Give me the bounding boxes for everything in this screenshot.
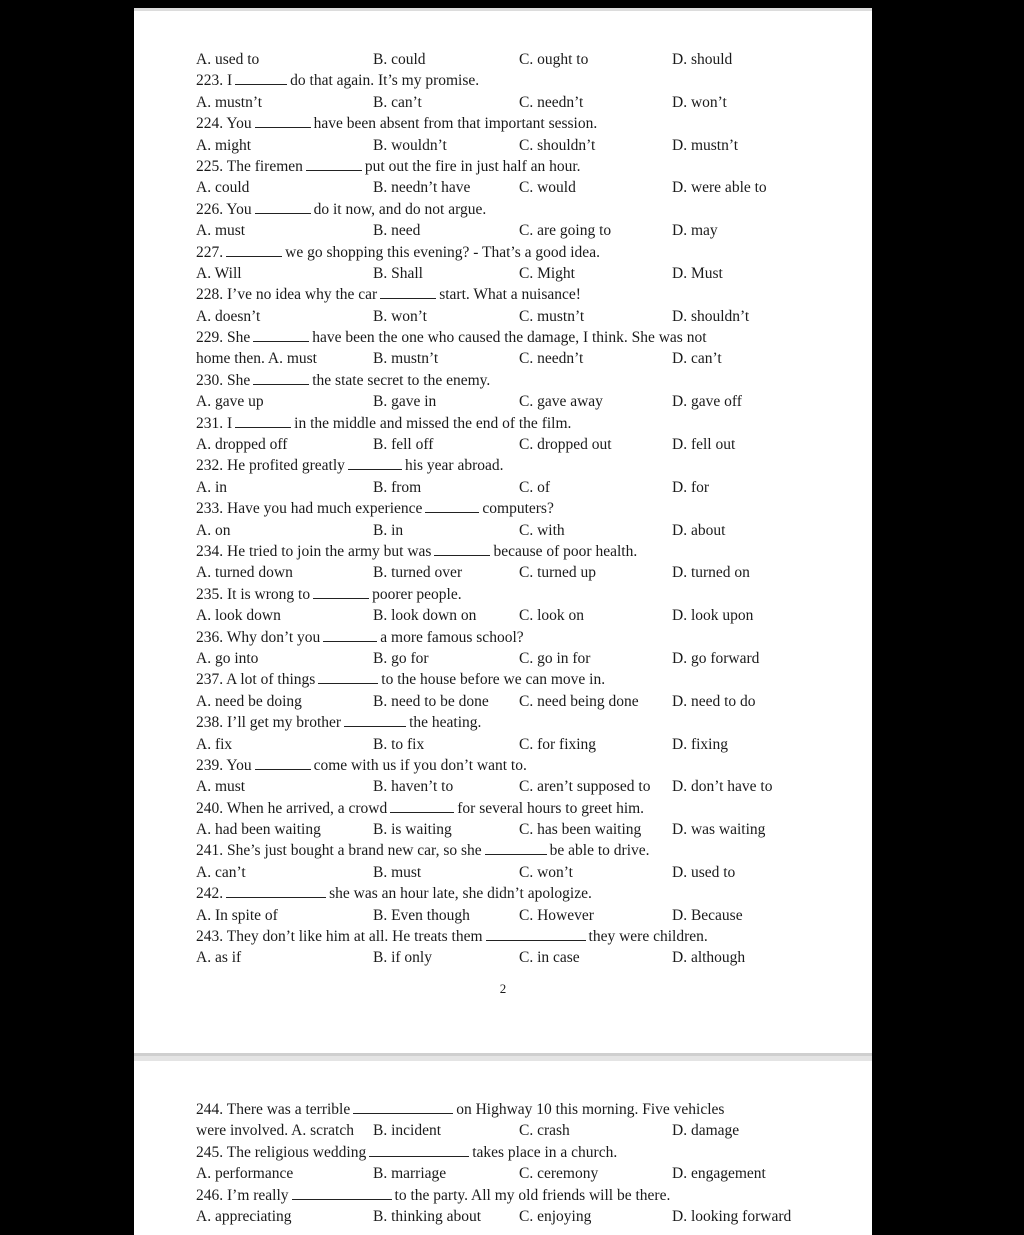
question-text-end: do that again. It’s my promise. xyxy=(290,72,480,90)
question-text-start: 235. It is wrong to xyxy=(196,585,311,603)
option-c: C. are going to xyxy=(519,222,612,240)
question-text-end: have been the one who caused the damage, I think. She was not xyxy=(312,329,707,347)
option-a: A. In spite of xyxy=(196,906,278,924)
answer-blank xyxy=(369,1142,469,1157)
option-d: D. looking forward xyxy=(672,1207,792,1225)
option-d: D. were able to xyxy=(672,179,767,197)
option-a: were involved. A. scratch xyxy=(196,1122,354,1140)
option-a: A. as if xyxy=(196,949,242,967)
answer-blank xyxy=(226,883,326,898)
question-stem xyxy=(196,455,856,476)
question-text-end: in the middle and missed the end of the film. xyxy=(294,414,572,432)
option-a: A. appreciating xyxy=(196,1207,292,1225)
question-text-end: the heating. xyxy=(409,714,482,732)
option-b: B. marriage xyxy=(373,1165,447,1183)
answer-blank xyxy=(255,755,311,770)
worksheet-page-1 xyxy=(134,8,872,1056)
options-line xyxy=(196,776,856,797)
question-stem xyxy=(196,156,856,177)
option-a: A. Will xyxy=(196,264,242,282)
question-text-start: 243. They don’t like him at all. He treats them xyxy=(196,928,483,946)
option-c: C. mustn’t xyxy=(519,307,585,325)
option-d: D. damage xyxy=(672,1122,740,1140)
answer-blank xyxy=(235,70,287,85)
option-d: D. was waiting xyxy=(672,821,766,839)
question-stem xyxy=(196,712,856,733)
options-line xyxy=(196,220,856,241)
option-a: A. go into xyxy=(196,649,259,667)
answer-blank xyxy=(292,1185,392,1200)
options-line xyxy=(196,520,856,541)
options-line xyxy=(196,477,856,498)
option-d: D. won’t xyxy=(672,93,727,111)
worksheet-page-2 xyxy=(134,1056,872,1235)
option-c: C. ceremony xyxy=(519,1165,599,1183)
question-text-start: 229. She xyxy=(196,329,251,347)
question-text-end: a more famous school? xyxy=(380,628,524,646)
question-list-page-2 xyxy=(196,1099,856,1227)
option-a: A. performance xyxy=(196,1165,294,1183)
options-line xyxy=(196,648,856,669)
options-line-222 xyxy=(196,49,856,70)
option-b: B. go for xyxy=(373,649,429,667)
options-line xyxy=(196,434,856,455)
option-b: B. must xyxy=(373,863,422,881)
question-stem xyxy=(196,1142,856,1163)
question-text-start: 234. He tried to join the army but was xyxy=(196,542,432,560)
option-c: C. needn’t xyxy=(519,93,584,111)
question-text-end: she was an hour late, she didn’t apologize. xyxy=(329,885,592,903)
options-line xyxy=(196,92,856,113)
options-line xyxy=(196,1163,856,1184)
option-d: D. go forward xyxy=(672,649,760,667)
option-c: C. Might xyxy=(519,264,575,282)
option-b: B. can’t xyxy=(373,93,422,111)
option-b: B. needn’t have xyxy=(373,179,471,197)
option-d: D. look upon xyxy=(672,607,754,625)
option-d: D. although xyxy=(672,949,746,967)
option-a: A. gave up xyxy=(196,393,264,411)
option-c: C. need being done xyxy=(519,692,639,710)
options-line xyxy=(196,135,856,156)
option-d: D. can’t xyxy=(672,350,722,368)
options-line xyxy=(196,947,856,968)
option-a: A. must xyxy=(196,778,246,796)
option-c: C. shouldn’t xyxy=(519,136,596,154)
answer-blank xyxy=(344,712,406,727)
option-c: C. dropped out xyxy=(519,436,612,454)
question-stem xyxy=(196,1099,856,1120)
question-text-end: his year abroad. xyxy=(404,457,504,475)
question-text-end: to the house before we can move in. xyxy=(381,671,606,689)
question-text-start: 228. I’ve no idea why the car xyxy=(196,286,378,304)
options-line xyxy=(196,391,856,412)
question-text-end: be able to drive. xyxy=(549,842,650,860)
option-b: B. gave in xyxy=(373,393,437,411)
option-a: A. must xyxy=(196,222,246,240)
option-b: B. incident xyxy=(373,1122,442,1140)
question-stem xyxy=(196,413,856,434)
option-d: D. used to xyxy=(672,863,736,881)
options-line xyxy=(196,562,856,583)
option-b: B. is waiting xyxy=(373,821,452,839)
option-c: C. However xyxy=(519,906,594,924)
question-stem xyxy=(196,541,856,562)
option-d: D. Because xyxy=(672,906,743,924)
option-d: D. mustn’t xyxy=(672,136,739,154)
option-b: B. won’t xyxy=(373,307,427,325)
option-b: B. Even though xyxy=(373,906,470,924)
option-a: A. need be doing xyxy=(196,692,302,710)
option-a: A. dropped off xyxy=(196,436,288,454)
option-a: A. could xyxy=(196,179,250,197)
option-b: B. haven’t to xyxy=(373,778,454,796)
question-text-start: 237. A lot of things xyxy=(196,671,316,689)
question-text-start: 241. She’s just bought a brand new car, so she xyxy=(196,842,482,860)
option-d: D. gave off xyxy=(672,393,742,411)
option-b: B. could xyxy=(373,51,426,68)
answer-blank xyxy=(348,455,402,470)
question-text-start: 230. She xyxy=(196,371,251,389)
answer-blank xyxy=(425,498,479,513)
options-line xyxy=(196,734,856,755)
page-number: 2 xyxy=(499,981,507,996)
answer-blank xyxy=(313,584,369,599)
question-text-end: have been absent from that important session. xyxy=(313,115,598,133)
question-text-end: we go shopping this evening? - That’s a good idea. xyxy=(285,243,600,261)
option-b: B. if only xyxy=(373,949,432,967)
option-d: D. about xyxy=(672,521,726,539)
option-c: C. look on xyxy=(519,607,585,625)
option-d: D. for xyxy=(672,478,710,496)
option-c: C. ought to xyxy=(519,51,589,68)
question-text-start: 231. I xyxy=(196,414,233,432)
answer-blank xyxy=(235,413,291,428)
option-a: A. turned down xyxy=(196,564,293,582)
answer-blank xyxy=(226,242,282,257)
answer-blank xyxy=(323,627,377,642)
option-a: A. used to xyxy=(196,51,260,68)
options-line xyxy=(196,862,856,883)
answer-blank xyxy=(253,327,309,342)
option-b: B. from xyxy=(373,478,422,496)
option-b: B. thinking about xyxy=(373,1207,482,1225)
option-a: A. might xyxy=(196,136,252,154)
option-d: D. need to do xyxy=(672,692,756,710)
question-stem xyxy=(196,627,856,648)
question-text-start: 233. Have you had much experience xyxy=(196,500,423,518)
question-stem xyxy=(196,370,856,391)
question-text-end: because of poor health. xyxy=(493,542,638,560)
option-a: A. mustn’t xyxy=(196,93,263,111)
option-c: C. with xyxy=(519,521,565,539)
question-text-start: 225. The firemen xyxy=(196,157,303,175)
answer-blank xyxy=(380,284,436,299)
option-b: B. look down on xyxy=(373,607,477,625)
question-stem xyxy=(196,242,856,263)
question-text-start: 226. You xyxy=(196,200,252,218)
option-a: A. in xyxy=(196,478,227,496)
question-text-start: 244. There was a terrible xyxy=(196,1101,351,1118)
question-text-start: 236. Why don’t you xyxy=(196,628,321,646)
question-stem xyxy=(196,498,856,519)
options-line xyxy=(196,819,856,840)
question-text-start: 224. You xyxy=(196,115,252,133)
question-stem xyxy=(196,70,856,91)
options-line xyxy=(196,605,856,626)
question-text-start: 246. I’m really xyxy=(196,1186,289,1204)
option-b: B. need xyxy=(373,222,421,240)
option-d: D. may xyxy=(672,222,718,240)
option-b: B. to fix xyxy=(373,735,425,753)
answer-blank xyxy=(306,156,362,171)
option-c: C. of xyxy=(519,478,550,496)
option-d: D. Must xyxy=(672,264,723,282)
question-text-end: put out the fire in just half an hour. xyxy=(364,157,581,175)
option-d: D. turned on xyxy=(672,564,750,582)
option-b: B. need to be done xyxy=(373,692,489,710)
option-b: B. mustn’t xyxy=(373,350,439,368)
option-a: home then. A. must xyxy=(196,350,317,368)
question-text-end: computers? xyxy=(482,500,554,518)
option-a: A. on xyxy=(196,521,231,539)
question-stem xyxy=(196,284,856,305)
option-b: B. fell off xyxy=(373,436,434,454)
answer-blank xyxy=(434,541,490,556)
answer-blank xyxy=(485,840,547,855)
option-c: C. enjoying xyxy=(519,1207,592,1225)
option-c: C. in case xyxy=(519,949,580,967)
answer-blank xyxy=(255,199,311,214)
question-text-end: takes place in a church. xyxy=(472,1143,618,1161)
question-stem xyxy=(196,926,856,947)
answer-blank xyxy=(255,113,311,128)
option-d: D. should xyxy=(672,51,733,68)
option-a: A. fix xyxy=(196,735,233,753)
answer-blank xyxy=(253,370,309,385)
question-list-page-1 xyxy=(196,49,856,969)
question-text-start: 223. I xyxy=(196,72,233,90)
option-a: A. look down xyxy=(196,607,281,625)
option-c: C. would xyxy=(519,179,576,197)
option-c: C. for fixing xyxy=(519,735,597,753)
option-b: B. turned over xyxy=(373,564,463,582)
option-d: D. shouldn’t xyxy=(672,307,750,325)
question-stem xyxy=(196,327,856,348)
options-line xyxy=(196,348,856,369)
question-text-end: poorer people. xyxy=(372,585,462,603)
option-d: D. fixing xyxy=(672,735,728,753)
answer-blank xyxy=(390,798,454,813)
option-a: A. doesn’t xyxy=(196,307,261,325)
option-b: B. in xyxy=(373,521,404,539)
option-c: C. go in for xyxy=(519,649,591,667)
question-text-start: 240. When he arrived, a crowd xyxy=(196,799,388,817)
question-text-start: 245. The religious wedding xyxy=(196,1143,367,1161)
question-stem xyxy=(196,798,856,819)
question-stem xyxy=(196,669,856,690)
options-line xyxy=(196,263,856,284)
option-d: D. fell out xyxy=(672,436,736,454)
option-a: A. had been waiting xyxy=(196,821,321,839)
question-text-end: do it now, and do not argue. xyxy=(313,200,487,218)
question-text-end: start. What a nuisance! xyxy=(439,286,581,304)
answer-blank xyxy=(353,1099,453,1114)
question-text-end: the state secret to the enemy. xyxy=(312,371,491,389)
question-stem xyxy=(196,199,856,220)
question-text-start: 242. xyxy=(196,885,224,903)
question-text-start: 238. I’ll get my brother xyxy=(196,714,342,732)
option-d: D. don’t have to xyxy=(672,778,773,796)
option-d: D. engagement xyxy=(672,1165,766,1183)
question-text-end: they were children. xyxy=(588,928,708,946)
options-line xyxy=(196,691,856,712)
option-c: C. needn’t xyxy=(519,350,584,368)
answer-blank xyxy=(486,926,586,941)
option-c: C. won’t xyxy=(519,863,573,881)
answer-blank xyxy=(318,669,378,684)
question-text-end: for several hours to greet him. xyxy=(457,799,645,817)
option-c: C. turned up xyxy=(519,564,597,582)
options-line xyxy=(196,1120,856,1141)
question-stem xyxy=(196,113,856,134)
question-text-end: come with us if you don’t want to. xyxy=(313,756,527,774)
question-text-start: 227. xyxy=(196,243,224,261)
question-text-end: to the party. All my old friends will be there. xyxy=(394,1186,671,1204)
options-line xyxy=(196,905,856,926)
question-text-start: 232. He profited greatly xyxy=(196,457,345,475)
option-c: C. aren’t supposed to xyxy=(519,778,651,796)
option-c: C. crash xyxy=(519,1122,570,1140)
option-b: B. wouldn’t xyxy=(373,136,447,154)
question-text-end: on Highway 10 this morning. Five vehicles xyxy=(456,1101,725,1118)
option-a: A. can’t xyxy=(196,863,246,881)
question-stem xyxy=(196,883,856,904)
options-line xyxy=(196,1206,856,1227)
question-stem xyxy=(196,584,856,605)
question-stem xyxy=(196,840,856,861)
question-stem xyxy=(196,755,856,776)
options-line xyxy=(196,177,856,198)
option-c: C. gave away xyxy=(519,393,603,411)
option-b: B. Shall xyxy=(373,264,423,282)
options-line xyxy=(196,306,856,327)
question-text-start: 239. You xyxy=(196,756,252,774)
option-c: C. has been waiting xyxy=(519,821,642,839)
question-stem xyxy=(196,1185,856,1206)
